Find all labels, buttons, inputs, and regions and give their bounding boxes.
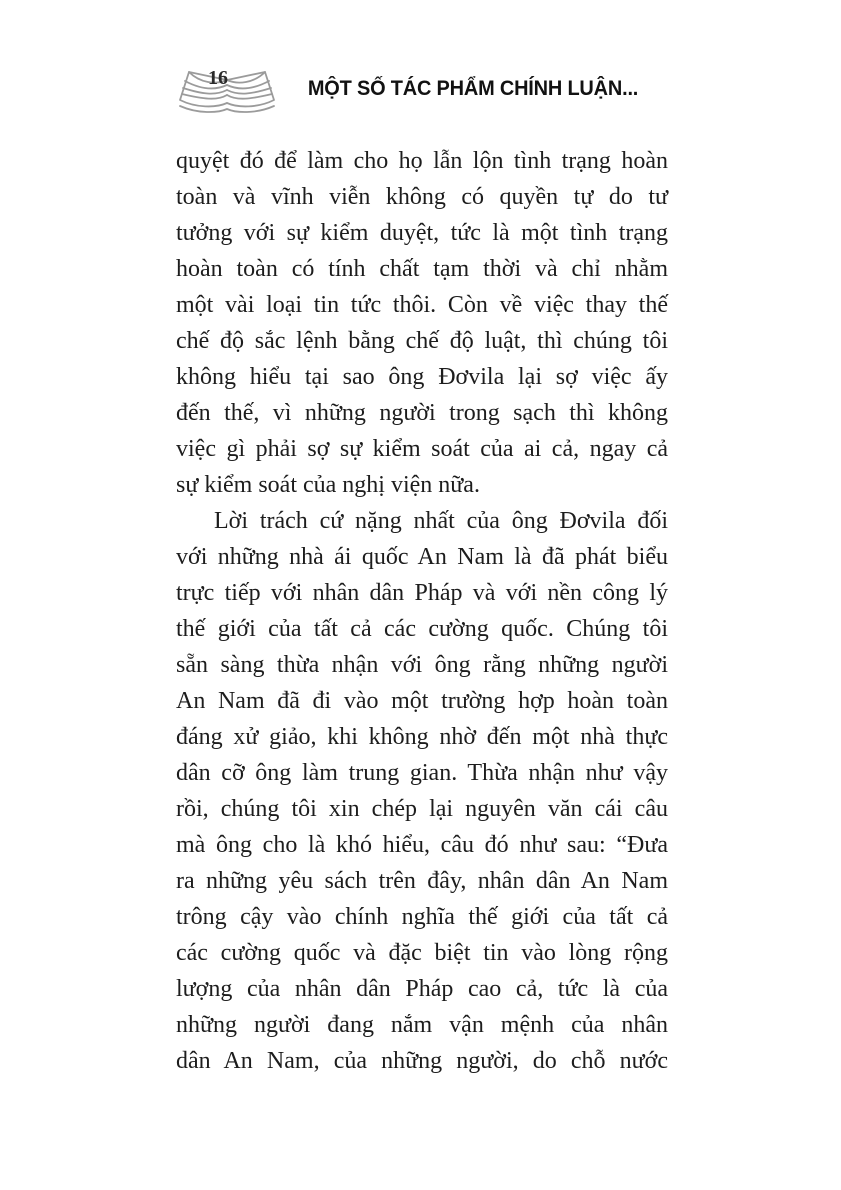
open-book-icon [176,60,278,118]
text-line: đến thế, vì những người trong sạch thì không [176,400,668,426]
text-line: hoàn toàn có tính chất tạm thời và chỉ nhằm [176,256,668,282]
text-line: sẵn sàng thừa nhận với ông rằng những người [176,652,668,678]
text-line: các cường quốc và đặc biệt tin vào lòng rộng [176,940,668,966]
text-line: Lời trách cứ nặng nhất của ông Đơvila đối [214,508,668,534]
running-header-title: MỘT SỐ TÁC PHẨM CHÍNH LUẬN... [307,77,639,100]
text-line: với những nhà ái quốc An Nam là đã phát biểu [176,544,668,570]
text-line: đáng xử giảo, khi không nhờ đến một nhà thực [176,724,668,750]
text-line: lượng của nhân dân Pháp cao cả, tức là của [176,976,668,1002]
page-number: 16 [208,67,228,89]
text-line: rồi, chúng tôi xin chép lại nguyên văn cái câu [176,796,668,822]
text-line: trông cậy vào chính nghĩa thế giới của tất cả [176,904,668,930]
text-line: mà ông cho là khó hiểu, câu đó như sau: “Đưa [176,832,668,858]
text-line: chế độ sắc lệnh bằng chế độ luật, thì chúng tôi [176,328,668,354]
page-header [176,58,668,120]
text-line: dân An Nam, của những người, do chỗ nước [176,1048,668,1074]
text-line: tưởng với sự kiểm duyệt, tức là một tình trạng [176,220,668,246]
text-line: trực tiếp với nhân dân Pháp và với nền công lý [176,580,668,606]
text-line: sự kiểm soát của nghị viện nữa. [176,472,480,498]
text-line: quyệt đó để làm cho họ lẫn lộn tình trạng hoàn [176,148,668,174]
text-line: ra những yêu sách trên đây, nhân dân An Nam [176,868,668,894]
text-line: An Nam đã đi vào một trường hợp hoàn toàn [176,688,668,714]
text-line: toàn và vĩnh viễn không có quyền tự do tư [176,184,668,210]
text-line: những người đang nắm vận mệnh của nhân [176,1012,668,1038]
text-line: việc gì phải sợ sự kiểm soát của ai cả, ngay cả [176,436,668,462]
text-line: thế giới của tất cả các cường quốc. Chúng tôi [176,616,668,642]
text-line: dân cỡ ông làm trung gian. Thừa nhận như vậy [176,760,668,786]
text-line: không hiểu tại sao ông Đơvila lại sợ việc ấy [176,364,668,390]
text-line: một vài loại tin tức thôi. Còn về việc thay thế [176,292,668,318]
body-text [176,143,668,1079]
